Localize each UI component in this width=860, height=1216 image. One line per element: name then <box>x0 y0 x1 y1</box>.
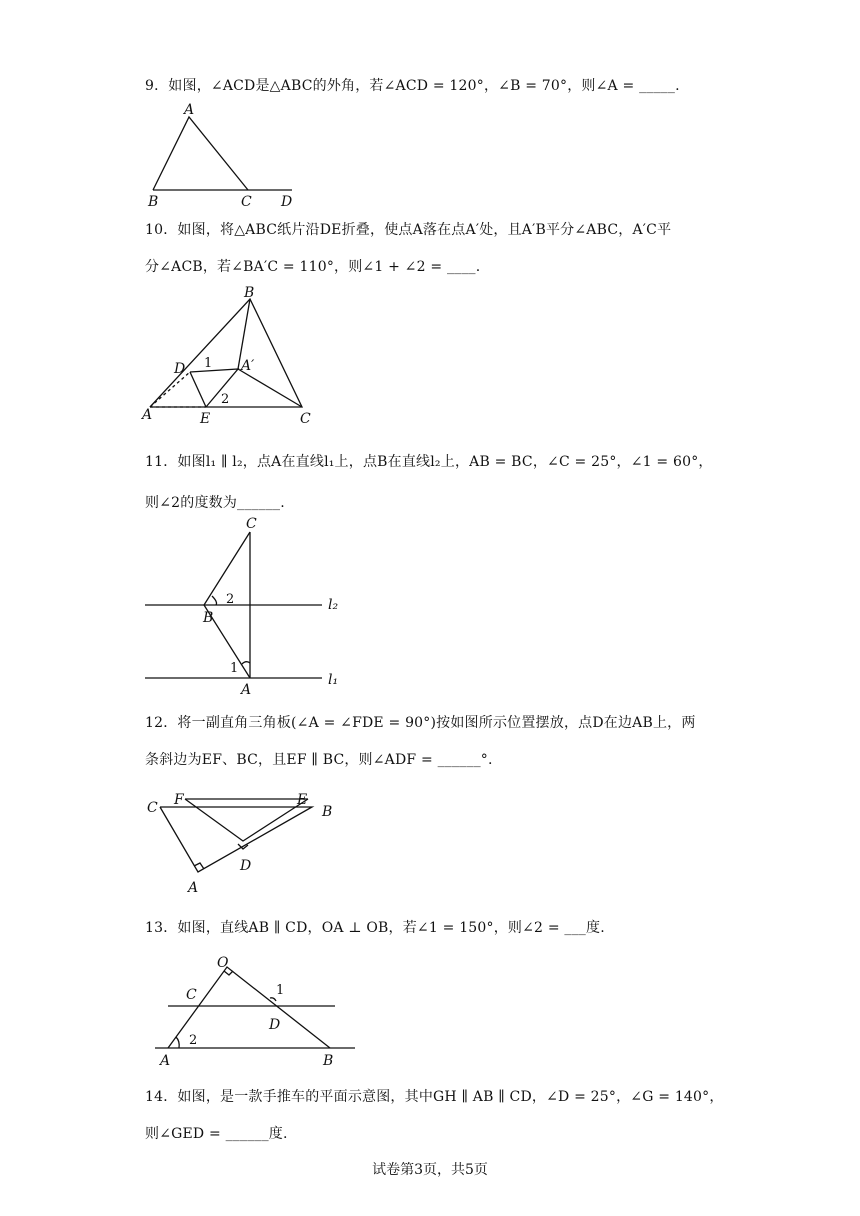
q10-triangle-abc <box>150 299 302 407</box>
q13-label-c: C <box>186 987 197 1003</box>
q11-text-1: 11．如图l₁ ∥ l₂，点A在直线l₁上，点B在直线l₂上，AB = BC，∠C = 25°，∠1 = 60°， <box>145 454 713 470</box>
q13-right-angle-o <box>224 971 233 975</box>
q9-label-d: D <box>281 194 293 210</box>
q10-label-a-prime: A′ <box>241 358 255 374</box>
q10-text-2: 分∠ACB，若∠BA′C = 110°，则∠1 + ∠2 = ____. <box>145 259 481 275</box>
q12-label-b: B <box>322 804 333 820</box>
q10-label-b: B <box>244 285 255 301</box>
q12-label-e: E <box>297 792 308 808</box>
q11-text-2: 则∠2的度数为______. <box>145 495 285 511</box>
q12-label-a: A <box>188 880 199 896</box>
q9-text: 9．如图，∠ACD是△ABC的外角，若∠ACD = 120°，∠B = 70°，则∠A = _____. <box>145 78 680 94</box>
q10-angle-1: 1 <box>204 356 213 371</box>
q11-angle-1-arc <box>242 662 250 664</box>
q9-label-a: A <box>184 102 195 118</box>
page-footer: 试卷第3页，共5页 <box>372 1162 488 1178</box>
q9-triangle-sides <box>153 117 248 190</box>
q9-label-c: C <box>241 194 252 210</box>
q9-figure <box>140 98 310 213</box>
q10-text-1: 10．如图，将△ABC纸片沿DE折叠，使点A落在点A′处，且A′B平分∠ABC，A′C平 <box>145 222 672 238</box>
q11-label-l1: l₁ <box>328 672 339 688</box>
q12-triangle-abc <box>160 807 312 872</box>
q11-label-l2: l₂ <box>328 597 339 613</box>
q10-label-a: A <box>142 407 153 423</box>
q14-text-1: 14．如图，是一款手推车的平面示意图，其中GH ∥ AB ∥ CD，∠D = 25°，∠G = 140°， <box>145 1089 724 1105</box>
q13-angle-1-arc <box>270 998 276 1001</box>
q12-text-2: 条斜边为EF、BC，且EF ∥ BC，则∠ADF = ______°. <box>145 752 493 768</box>
q12-figure <box>140 790 350 900</box>
q10-angle-2: 2 <box>221 392 230 407</box>
q12-label-f: F <box>174 792 184 808</box>
q11-figure <box>140 512 355 697</box>
q13-label-a: A <box>160 1053 171 1069</box>
q13-angle-2-arc <box>176 1037 179 1048</box>
q9-label-b: B <box>148 194 159 210</box>
q13-label-b: B <box>323 1053 334 1069</box>
q14-text-2: 则∠GED = ______度. <box>145 1126 288 1142</box>
q12-label-c: C <box>147 800 158 816</box>
q11-angle-2: 2 <box>226 592 235 607</box>
q13-label-d: D <box>269 1017 281 1033</box>
q11-label-c: C <box>246 516 257 532</box>
q13-text: 13．如图，直线AB ∥ CD，OA ⊥ OB，若∠1 = 150°，则∠2 = ___度. <box>145 920 605 936</box>
q12-text-1: 12．将一副直角三角板(∠A = ∠FDE = 90°)按如图所示位置摆放，点D在边AB上，两 <box>145 715 696 731</box>
q10-label-e: E <box>200 411 211 427</box>
q11-angle-1: 1 <box>230 661 239 676</box>
q10-figure <box>140 285 330 430</box>
q11-label-b: B <box>203 610 214 626</box>
q10-label-d: D <box>174 361 186 377</box>
q11-angle-2-arc <box>212 596 217 605</box>
q13-figure <box>140 955 365 1070</box>
q12-label-d: D <box>240 858 252 874</box>
q13-angle-1: 1 <box>276 983 285 998</box>
q13-label-o: O <box>217 955 229 971</box>
q13-angle-2: 2 <box>189 1033 198 1048</box>
q10-fold-line-de <box>190 372 206 407</box>
q10-label-c: C <box>300 411 311 427</box>
q11-label-a: A <box>241 682 252 698</box>
